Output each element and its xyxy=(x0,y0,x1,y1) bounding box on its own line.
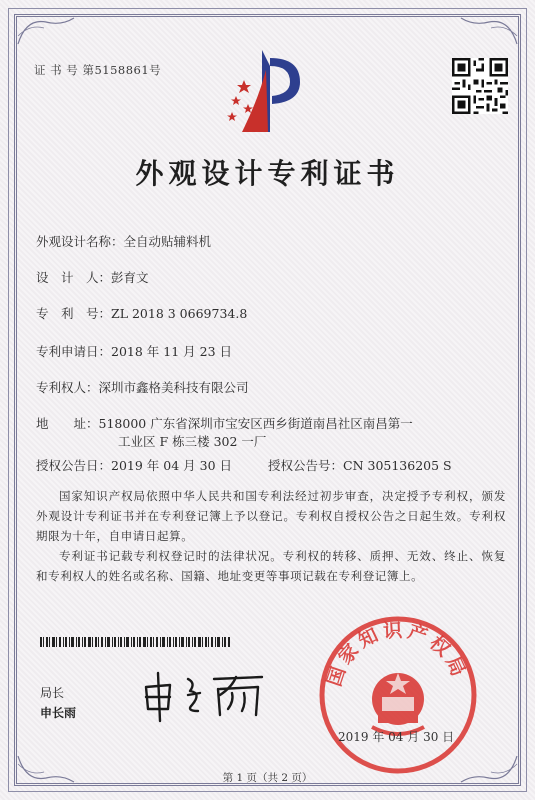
field-label: 授权公告号： xyxy=(268,458,344,473)
field-design-name xyxy=(36,232,211,250)
field-label: 专利申请日： xyxy=(36,344,112,359)
handwritten-signature-icon xyxy=(140,665,270,725)
seal-date: 2019 年 04 月 30 日 xyxy=(338,730,455,744)
field-grant-date xyxy=(36,456,232,474)
corner-ornament-top-right xyxy=(459,16,519,46)
official-seal-icon xyxy=(318,615,478,775)
field-value: 深圳市鑫格美科技有限公司 xyxy=(98,380,249,395)
seal-text: 国家知识产权局 xyxy=(323,619,471,690)
field-address-line2: 工业区 F 栋三楼 302 一厂 xyxy=(118,434,267,449)
barcode-icon xyxy=(40,632,230,642)
field-address xyxy=(36,414,413,432)
qr-code-icon xyxy=(452,58,508,114)
field-label: 专利权人： xyxy=(36,380,99,395)
field-value: CN 305136205 S xyxy=(343,458,452,473)
field-label: 外观设计名称： xyxy=(36,234,124,249)
field-label: 地 址： xyxy=(36,416,99,431)
field-value: 2019 年 04 月 30 日 xyxy=(111,458,233,473)
field-application-date xyxy=(36,342,232,360)
page-footer: 第 1 页（共 2 页） xyxy=(222,772,313,784)
paragraph-legal-status: 专利证书记载专利权登记时的法律状况。专利权的转移、质押、无效、终止、恢复和专利权人的姓名或名称、国籍、地址变更等事项记载在专利登记簿上。 xyxy=(36,549,506,583)
corner-ornament-top-left xyxy=(16,16,76,46)
field-label: 授权公告日： xyxy=(36,458,112,473)
field-value: 2018 年 11 月 23 日 xyxy=(111,344,233,359)
field-label: 专 利 号： xyxy=(36,306,112,321)
field-value: 518000 广东省深圳市宝安区西乡街道南昌社区南昌第一 xyxy=(98,416,413,431)
certificate-title: 外观设计专利证书 xyxy=(135,157,400,190)
field-value: ZL 2018 3 0669734.8 xyxy=(111,306,248,321)
field-value: 全自动贴辅料机 xyxy=(123,234,212,249)
field-patentee xyxy=(36,378,249,396)
certificate-number: 证 书 号 第5158861号 xyxy=(34,63,162,77)
cnipa-logo-icon xyxy=(222,40,312,140)
field-designer xyxy=(36,268,149,286)
signature-title: 局长 xyxy=(40,686,65,700)
field-patent-number xyxy=(36,304,247,322)
signature-name: 申长雨 xyxy=(40,706,77,720)
field-value: 彭育文 xyxy=(111,270,149,285)
field-label: 设 计 人： xyxy=(36,270,112,285)
field-grant-number xyxy=(268,456,452,474)
paragraph-grant-statement: 国家知识产权局依照中华人民共和国专利法经过初步审查，决定授予专利权，颁发外观设计专利证书并在专利登记簿上予以登记。专利权自授权公告之日起生效。专利权期限为十年，自申请日起算。 xyxy=(36,489,506,543)
